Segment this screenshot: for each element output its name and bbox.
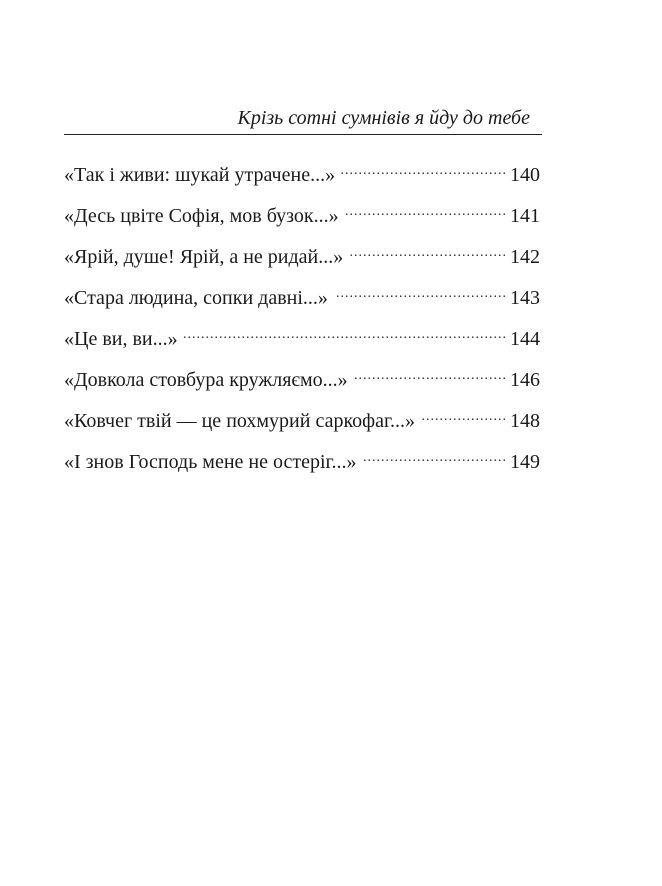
toc-entry-page: 141 (510, 205, 540, 227)
toc-entry (64, 237, 540, 278)
toc-entry (64, 196, 540, 237)
toc-entry-title: «Це ви, ви...» (64, 328, 178, 350)
dot-leader (349, 237, 507, 263)
dot-leader (341, 155, 507, 181)
toc-entry-title: «Так і живи: шукай утрачене...» (64, 164, 336, 186)
dot-leader (334, 278, 507, 304)
toc-entry-page: 146 (510, 369, 540, 391)
toc-entry-title: «Стара людина, сопки давні...» (64, 287, 328, 309)
toc-entry-title: «Довкола стовбура кружляємо...» (64, 369, 348, 391)
toc-entry-page: 148 (510, 410, 540, 432)
toc-entry (64, 401, 540, 442)
table-of-contents (64, 155, 540, 483)
toc-entry (64, 155, 540, 196)
toc-entry-page: 143 (510, 287, 540, 309)
toc-entry-page: 149 (510, 451, 540, 473)
toc-entry-page: 144 (510, 328, 540, 350)
toc-entry-title: «І знов Господь мене не остеріг...» (64, 451, 357, 473)
dot-leader (421, 401, 507, 427)
toc-entry-page: 142 (510, 246, 540, 268)
toc-entry (64, 278, 540, 319)
toc-entry (64, 360, 540, 401)
toc-entry-title: «Ковчег твій — це похмурий саркофаг...» (64, 410, 415, 432)
toc-entry-page: 140 (510, 164, 540, 186)
dot-leader (363, 442, 508, 468)
running-header-title: Крізь сотні сумнівів я йду до тебе (237, 107, 530, 129)
running-header (64, 104, 542, 135)
dot-leader (184, 319, 507, 345)
toc-entry-title: «Десь цвіте Софія, мов бузок...» (64, 205, 339, 227)
dot-leader (345, 196, 507, 222)
dot-leader (354, 360, 507, 386)
toc-entry (64, 442, 540, 483)
toc-entry-title: «Ярій, душе! Ярій, а не ридай...» (64, 246, 344, 268)
toc-entry (64, 319, 540, 360)
